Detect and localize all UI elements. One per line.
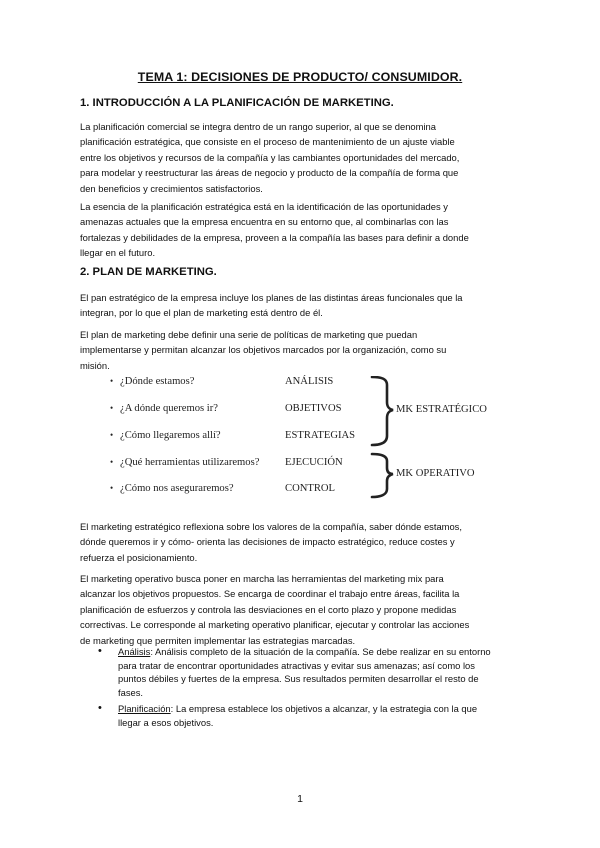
section-2-paragraph-3 — [80, 519, 520, 565]
bullet: • — [110, 430, 114, 440]
marketing-plan-diagram — [110, 376, 510, 501]
text-line: fases. — [118, 686, 144, 698]
diagram-question: • ¿Cómo nos aseguraremos? — [110, 483, 234, 494]
text-line: implementarse y permitan alcanzar los objetivos marcados por la organización, como su — [80, 344, 447, 356]
diagram-question: • ¿Cómo llegaremos allí? — [110, 430, 221, 441]
text-line: misión. — [80, 359, 110, 371]
text-line: El marketing operativo busca poner en marcha las herramientas del marketing mix para — [80, 573, 444, 584]
section-2-paragraph-1 — [80, 290, 520, 321]
list-bullet: • — [98, 645, 102, 657]
text-line: llegar a esos objetivos. — [118, 716, 214, 728]
group-label-strategic: MK ESTRATÉGICO — [396, 404, 487, 415]
text-line: Planificación: La empresa establece los objetivos a alcanzar, y la estrategia con la que — [118, 703, 478, 714]
text-line: den beneficios y crecimientos satisfactorios. — [80, 182, 263, 194]
section-1-paragraph-1 — [80, 119, 520, 196]
list-item-analisis — [118, 645, 520, 699]
diagram-question: • ¿Dónde estamos? — [110, 376, 195, 387]
list-item-term: Planificación — [118, 703, 171, 714]
text-line: refuerza el posicionamiento. — [80, 551, 198, 563]
list-bullet: • — [98, 702, 102, 714]
text-line: alcanzar los objetivos propuestos. Se encarga de coordinar el trabajo entre áreas, facilita la — [80, 588, 460, 600]
diagram-question: • ¿Qué herramientas utilizaremos? — [110, 457, 260, 468]
bullet: • — [110, 483, 114, 493]
section-2-paragraph-2 — [80, 327, 520, 373]
diagram-keyword: CONTROL — [285, 483, 336, 494]
text-line: La esencia de la planificación estratégica está en la identificación de las oportunidades y — [80, 201, 448, 212]
section-1-heading: 1. INTRODUCCIÓN A LA PLANIFICACIÓN DE MARKETING. — [80, 97, 394, 109]
group-braces — [110, 376, 510, 501]
text-line: puntos débiles y fuertes de la empresa. Sus resultados permiten desarrollar el resto de — [118, 673, 479, 685]
section-1-paragraph-2 — [80, 199, 520, 261]
text-line: amenazas actuales que la empresa encuentra en su entorno que, al combinarlas con las — [80, 216, 449, 228]
text-line: planificación de esfuerzos y controla las desviaciones en el corto plazo y propone medidas — [80, 603, 457, 615]
text-line: El plan de marketing debe definir una serie de políticas de marketing que puedan — [80, 329, 418, 340]
operative-brace — [372, 454, 393, 497]
text-line: El pan estratégico de la empresa incluye los planes de las distintas áreas funcionales que la — [80, 292, 463, 303]
diagram-keyword: EJECUCIÓN — [285, 457, 343, 468]
page-number: 1 — [297, 793, 303, 805]
bullet: • — [110, 403, 114, 413]
bullet: • — [110, 376, 114, 386]
text-line: dónde queremos ir y cómo- orienta las decisiones de impacto estratégico, reduce costes y — [80, 536, 455, 548]
text-line: fortalezas y debilidades de la empresa, proveen a la compañía las bases para definir a donde — [80, 231, 469, 243]
text-line: para tratar de encontrar oportunidades atractivas y evitar sus amenazas; así como los — [118, 659, 475, 671]
text-line: llegar en el futuro. — [80, 247, 156, 259]
diagram-question: • ¿A dónde queremos ir? — [110, 403, 218, 414]
text-line: de marketing que permiten implementar las estrategias marcadas. — [80, 634, 356, 646]
text-line: La planificación comercial se integra dentro de un rango superior, al que se denomina — [80, 121, 436, 132]
text-line: entre los objetivos y recursos de la compañía y las cambiantes oportunidades del mercado, — [80, 151, 460, 163]
diagram-keyword: ESTRATEGIAS — [285, 430, 356, 441]
diagram-keyword: OBJETIVOS — [285, 403, 342, 414]
text-line: planificación estratégica, que consiste en el proceso de mantenimiento de un ajuste viable — [80, 136, 455, 148]
diagram-keyword: ANÁLISIS — [285, 376, 334, 387]
text-line: El marketing estratégico reflexiona sobre los valores de la compañía, saber dónde estamos, — [80, 521, 462, 532]
strategic-brace — [372, 377, 393, 445]
text-line: correctivas. Le corresponde al marketing operativo planificar, ejecutar y controlar las acciones — [80, 619, 470, 631]
document-title: TEMA 1: DECISIONES DE PRODUCTO/ CONSUMIDOR. — [137, 70, 463, 84]
list-item-term: Análisis — [118, 646, 151, 657]
section-2-heading: 2. PLAN DE MARKETING. — [80, 266, 217, 278]
section-2-paragraph-4 — [80, 571, 520, 648]
bullet: • — [110, 457, 114, 467]
group-label-operative: MK OPERATIVO — [396, 468, 475, 479]
text-line: para modelar y reestructurar las áreas de negocio y producto de la compañía de forma que — [80, 167, 459, 179]
text-line: integran, por lo que el plan de marketing está dentro de él. — [80, 307, 323, 319]
text-line: Análisis: Análisis completo de la situación de la compañía. Se debe realizar en su entorno — [118, 646, 491, 657]
list-item-planificacion — [118, 702, 520, 729]
